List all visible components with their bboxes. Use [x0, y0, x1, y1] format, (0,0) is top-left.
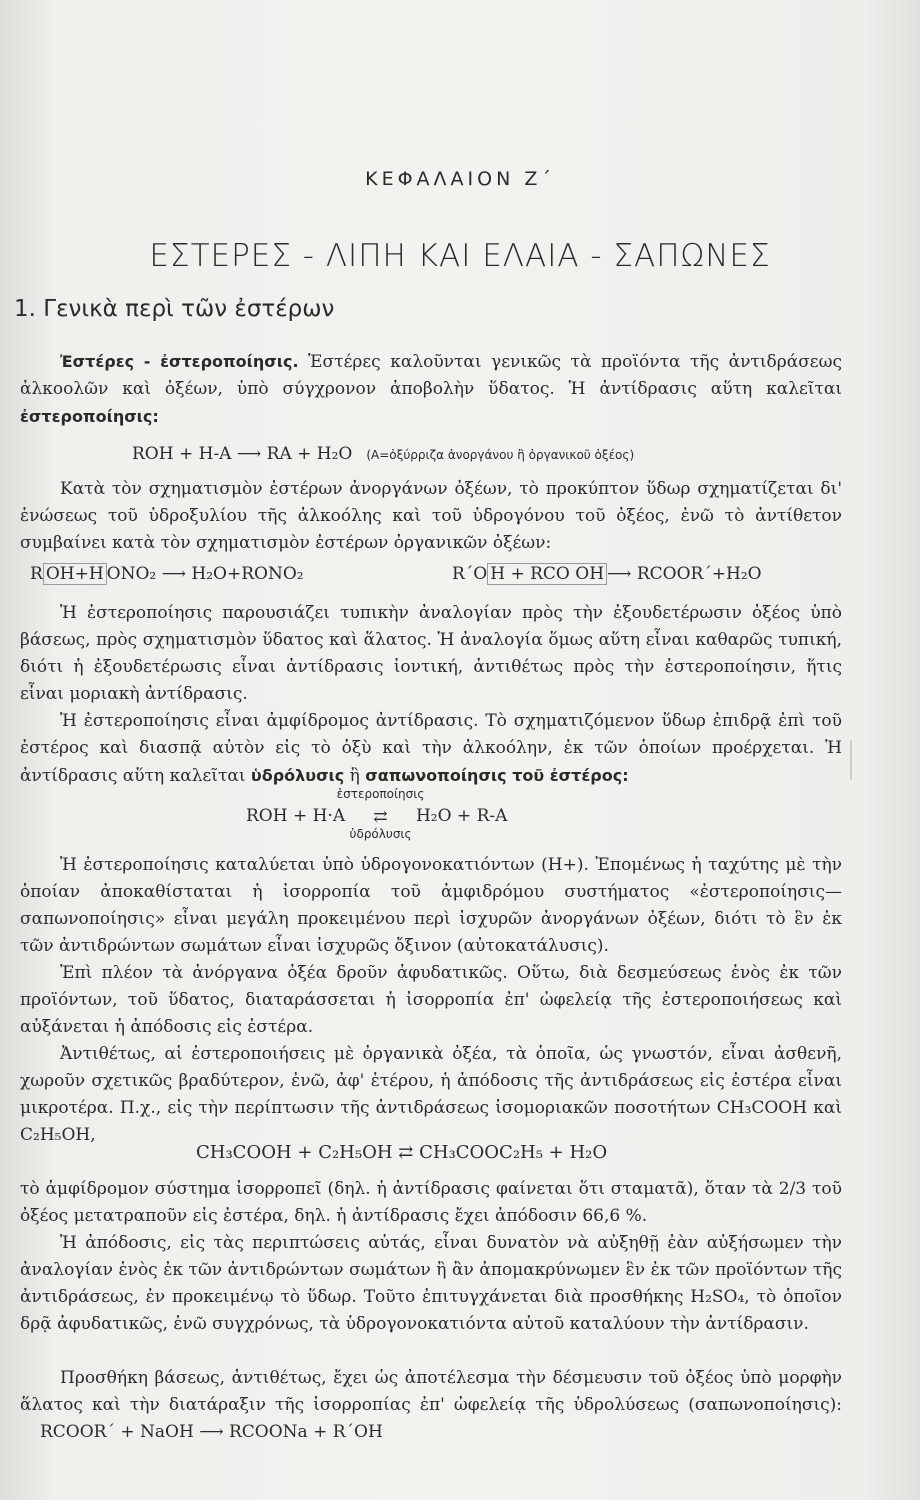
equation-organic-ester — [452, 564, 762, 584]
term-esterification: Ἐστέρες - ἐστεροποίησις. — [60, 352, 299, 371]
paragraph-text: ἢ — [344, 766, 366, 786]
paragraph-text: Προσθήκη βάσεως, ἀντιθέτως, ἔχει ὡς ἀποτέλεσμα τὴν δέσμευσιν τοῦ ὀξέος ὑπὸ μορφὴν ἅλατος καὶ τὴν διατάραξιν τῆς ἰσορροπίας ἐπ' ὠφελείᾳ τῆς ὑδρολύσεως (σαπωνοποίησις): — [20, 1368, 842, 1415]
page-edge-shadow — [850, 740, 852, 780]
paragraph-text: Ἡ ἐστεροποίησις εἶναι ἀμφίδρομος ἀντίδρασις. Τὸ σχηματιζόμενον ὕδωρ ἐπιδρᾷ ἐπὶ τοῦ ἐστέρος καὶ διασπᾷ αὐτὸν εἰς τὸ ὀξὺ καὶ τὴν ἀλκοόλην, ἐκ τῶν ὁποίων προέρχεται. Ἡ ἀντίδρασις αὕτη καλεῖται — [20, 711, 842, 786]
paragraph-reversible — [20, 708, 842, 790]
equation-formula: ROH + H-A ⟶ RA + H₂O — [132, 444, 353, 464]
eq-box-right: H + RCO OH — [487, 563, 607, 585]
paragraph-equilibrium-yield: τὸ ἀμφίδρομον σύστημα ἰσορροπεῖ (δηλ. ἡ ἀντίδρασις φαίνεται ὅτι σταματᾶ), ὅταν τὰ 2/3 τοῦ ὀξέος μετατραποῦν εἰς ἐστέρα, δηλ. ἡ ἀντίδρασις ἔχει ἀπόδοσιν 66,6 %. — [20, 1179, 842, 1226]
chapter-title: ΕΣΤΕΡΕΣ - ΛΙΠΗ ΚΑΙ ΕΛΑΙΑ - ΣΑΠΩΝΕΣ — [149, 238, 771, 274]
section-title: 1. Γενικὰ περὶ τῶν ἐστέρων — [14, 296, 335, 322]
paragraph-organic-acids: Ἀντιθέτως, αἱ ἐστεροποιήσεις μὲ ὀργανικὰ ὀξέα, τὰ ὁποῖα, ὡς γνωστόν, εἶναι ἀσθενῆ, χωροῦν σχετικῶς βραδύτερον, ἐνῶ, ἀφ' ἑτέρου, ἡ ἀπόδοσις τῆς ἀντιδράσεως εἰς ἐστέρα εἶναι μικροτέρα. Π.χ., εἰς τὴν περίπτωσιν τῆς ἀντιδράσεως ἰσομοριακῶν ποσοτήτων CH₃COOH καὶ C₂H₅OH, — [20, 1044, 842, 1145]
paragraph-water-formation: Κατὰ τὸν σχηματισμὸν ἐστέρων ἀνοργάνων ὀξέων, τὸ προκύπτον ὕδωρ σχηματίζεται δι' ἑνώσεως τοῦ ὑδροξυλίου τῆς ἀλκοόλης καὶ τοῦ ὑδρογόνου τοῦ ὀξέος, ἐνῶ τὸ ἀντίθετον συμβαίνει κατὰ τὸν σχηματισμὸν ἐστέρων ὀργανικῶν ὀξέων: — [20, 479, 842, 553]
equation-equilibrium — [246, 786, 508, 841]
paragraph-esters-definition — [20, 348, 842, 431]
paragraph-catalysis: Ἡ ἐστεροποίησις καταλύεται ὑπὸ ὑδρογονοκατιόντων (H+). Ἐπομένως ἡ ταχύτης μὲ τὴν ὁποίαν ἀποκαθίσταται ἡ ἰσορροπία τοῦ ἀμφιδρόμου συστήματος «ἐστεροποίησις—σαπωνοποίησις» εἶναι μεγάλη προκειμένου περὶ ἰσχυρῶν ἀνοργάνων ὀξέων, διότι τὸ ἓν ἐκ τῶν ἀντιδρώντων σωμάτων εἶναι ἰσχυρῶς ὄξινον (αὐτοκατάλυσις). — [20, 855, 842, 956]
equilibrium-arrows-icon: ἐστεροποίησις ⇄ ὑδρόλυσις — [351, 807, 411, 827]
term-hydrolysis: ὑδρόλυσις — [250, 766, 345, 785]
equation-esterification — [132, 444, 634, 464]
term-saponification: σαπωνοποίησις τοῦ ἐστέρος: — [365, 766, 629, 785]
eq-rest-left: ONO₂ ⟶ H₂O+RONO₂ — [106, 564, 304, 584]
eq-r: R — [30, 564, 43, 584]
equation-saponification: RCOOR΄ + NaOH ⟶ RCOONa + R΄OH — [40, 1422, 383, 1442]
term-esterification-2: ἐστεροποίησις: — [20, 407, 159, 426]
chapter-heading: ΚΕΦΑΛΑΙΟΝ Ζ΄ — [365, 168, 555, 190]
eq-box-left: OH+H — [43, 563, 107, 585]
paragraph-dehydration: Ἐπὶ πλέον τὰ ἀνόργανα ὀξέα δροῦν ἀφυδατικῶς. Οὕτω, διὰ δεσμεύσεως ἑνὸς ἐκ τῶν προϊόντων, τοῦ ὕδατος, διαταράσσεται ἡ ἰσορροπία ἐπ' ὠφελείᾳ τῆς ἐστεροποιήσεως καὶ αὐξάνεται ἡ ἀπόδοσις εἰς ἐστέρα. — [20, 963, 842, 1037]
paragraph-base-addition — [20, 1365, 842, 1446]
eq-rest-right: ⟶ RCOOR΄+H₂O — [607, 564, 762, 584]
paragraph-analogy: Ἡ ἐστεροποίησις παρουσιάζει τυπικὴν ἀναλογίαν πρὸς τὴν ἐξουδετέρωσιν ὀξέος ὑπὸ βάσεως, πρὸς σχηματισμὸν ὕδατος καὶ ἅλατος. Ἡ ἀναλογία ὅμως αὕτη εἶναι καθαρῶς τυπική, διότι ἡ ἐξουδετέρωσις εἶναι ἀντίδρασις ἰοντική, ἀντιθέτως πρὸς τὴν ἐστεροποίησιν, ἥτις εἶναι μοριακὴ ἀντίδρασις. — [20, 603, 842, 704]
paragraph-text: Ἐστέρες καλοῦνται γενικῶς τὰ προϊόντα τῆς ἀντιδράσεως ἀλκοολῶν καὶ ὀξέων, ὑπὸ σύγχρονον ἀποβολὴν ὕδατος. Ἡ ἀντίδρασις αὕτη καλεῖται — [20, 352, 842, 399]
arrow-label-above: ἐστεροποίησις — [336, 786, 425, 801]
paragraph-yield-increase: Ἡ ἀπόδοσις, εἰς τὰς περιπτώσεις αὐτάς, εἶναι δυνατὸν νὰ αὐξηθῇ ἐὰν αὐξήσωμεν τὴν ἀναλογίαν ἑνὸς ἐκ τῶν ἀντιδρώντων σωμάτων ἢ ἂν ἀπομακρύνωμεν ἓν ἐκ τῶν προϊόντων τῆς ἀντιδράσεως, ἐν προκειμένῳ τὸ ὕδωρ. Τοῦτο ἐπιτυγχάνεται διὰ προσθήκης H₂SO₄, τὸ ὁποῖον δρᾷ ἀφυδατικῶς, ἐνῶ συγχρόνως, τὰ ὑδρογονοκατιόντα αὐτοῦ καταλύουν τὴν ἀντίδρασιν. — [20, 1233, 842, 1334]
equation-note: (Α=ὀξύρριζα ἀνοργάνου ἢ ὀργανικοῦ ὀξέος) — [366, 448, 635, 462]
bleed-through-text — [150, 60, 850, 120]
arrow-label-below: ὑδρόλυσις — [349, 826, 412, 841]
equation-acetic-ester: CH₃COOH + C₂H₅OH ⇄ CH₃COOC₂H₅ + H₂O — [196, 1142, 608, 1163]
eq-r-prime: R΄O — [452, 564, 488, 584]
eq3-left: ROH + H·A — [246, 806, 346, 826]
eq3-right: H₂O + R-A — [415, 806, 508, 826]
equation-inorganic-ester — [30, 564, 304, 584]
